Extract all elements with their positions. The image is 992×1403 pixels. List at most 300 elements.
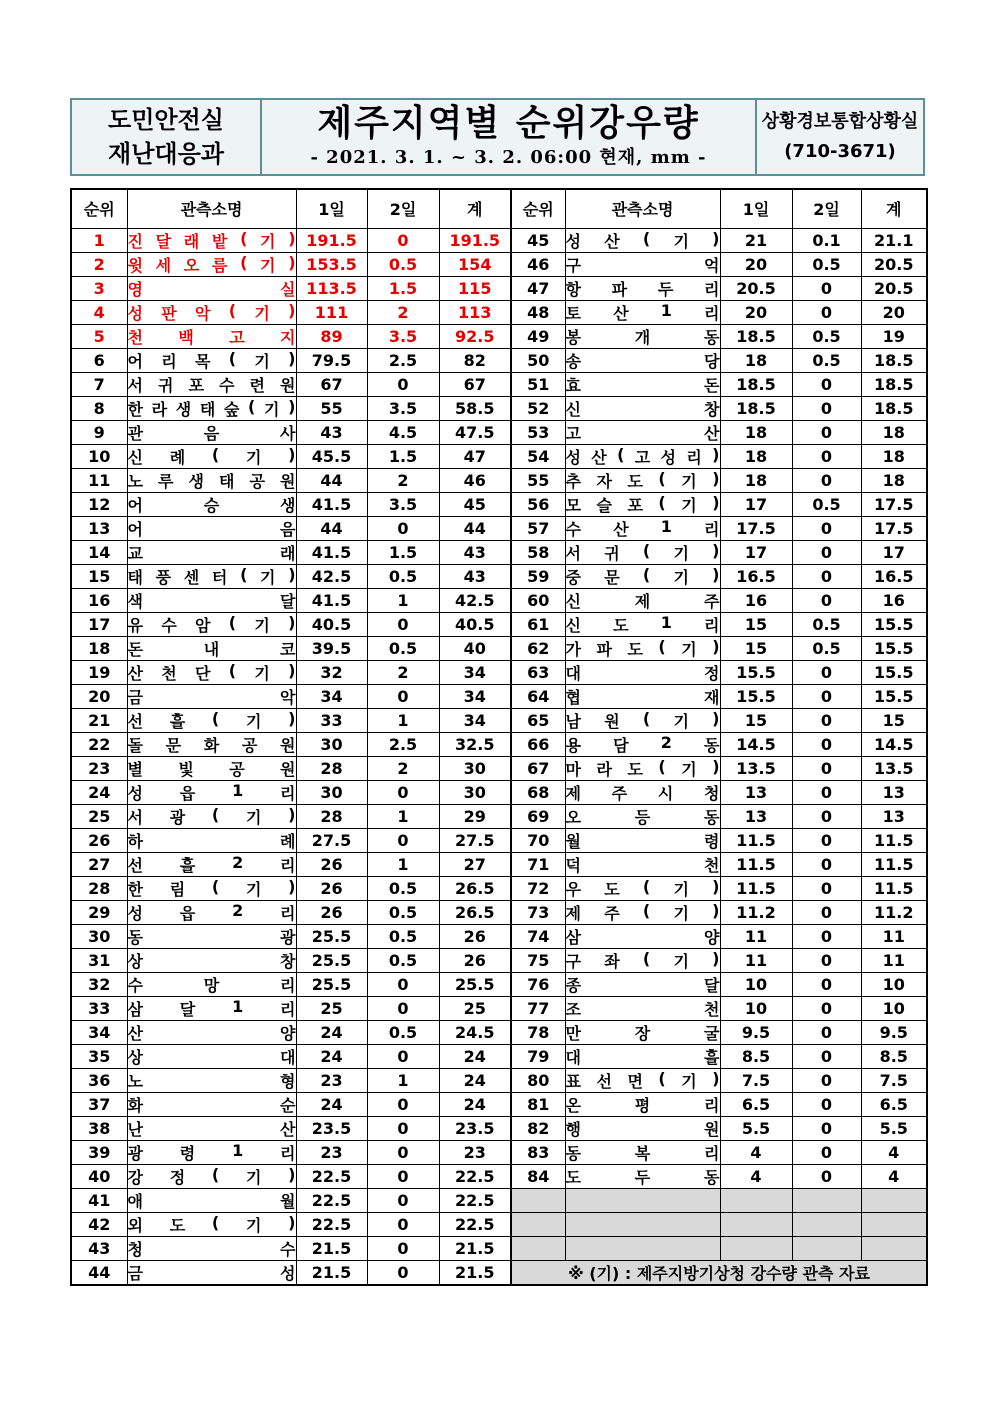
station-name: 유 수 암 ( 기 ) — [127, 612, 296, 635]
day1-cell: 20 — [720, 252, 792, 276]
station-cell — [127, 1236, 296, 1260]
total-cell: 82 — [439, 348, 511, 372]
rank-cell: 36 — [71, 1068, 127, 1092]
table-row — [71, 516, 927, 540]
day1-cell: 25.5 — [296, 924, 367, 948]
total-cell: 18 — [861, 444, 927, 468]
day2-cell: 2 — [367, 660, 439, 684]
station-name: 천 백 고 지 — [127, 327, 296, 347]
day1-cell: 24 — [296, 1020, 367, 1044]
station-name: 색 달 — [127, 591, 296, 611]
day2-cell: 0 — [367, 612, 439, 636]
day1-cell: 22.5 — [296, 1212, 367, 1236]
table-row — [71, 852, 927, 876]
day2-cell: 0 — [792, 276, 861, 300]
rank-cell: 24 — [71, 780, 127, 804]
rank-cell: 22 — [71, 732, 127, 756]
day1-cell: 30 — [296, 732, 367, 756]
col-total: 계 — [439, 189, 511, 228]
station-name: 광 령 1 리 — [127, 1140, 296, 1163]
rank-cell: 7 — [71, 372, 127, 396]
station-name: 마 라 도 ( 기 ) — [565, 756, 720, 779]
station-cell — [565, 468, 720, 492]
department-line2: 재난대응과 — [108, 140, 224, 168]
rank-cell: 63 — [511, 660, 565, 684]
day2-cell: 0.5 — [792, 324, 861, 348]
day2-cell: 0 — [792, 1092, 861, 1116]
total-cell: 7.5 — [861, 1068, 927, 1092]
total-cell: 11.2 — [861, 900, 927, 924]
day1-cell: 18 — [720, 420, 792, 444]
total-cell: 44 — [439, 516, 511, 540]
rank-cell: 6 — [71, 348, 127, 372]
total-cell: 15.5 — [861, 684, 927, 708]
rank-cell: 48 — [511, 300, 565, 324]
day2-cell: 1.5 — [367, 276, 439, 300]
day2-cell: 0 — [792, 564, 861, 588]
day2-cell: 1 — [367, 804, 439, 828]
day2-cell: 0 — [792, 828, 861, 852]
day2-cell: 0 — [367, 972, 439, 996]
station-cell — [127, 1212, 296, 1236]
total-cell: 42.5 — [439, 588, 511, 612]
total-cell: 24 — [439, 1092, 511, 1116]
day2-cell: 0 — [792, 804, 861, 828]
station-cell — [565, 1116, 720, 1140]
station-cell — [127, 1092, 296, 1116]
station-name: 별 빛 공 원 — [127, 759, 296, 779]
total-cell: 6.5 — [861, 1092, 927, 1116]
day1-cell: 26 — [296, 876, 367, 900]
rank-cell: 13 — [71, 516, 127, 540]
day1-cell: 26 — [296, 900, 367, 924]
total-cell: 15.5 — [861, 636, 927, 660]
station-cell — [127, 900, 296, 924]
table-header-row — [71, 189, 927, 228]
day1-cell: 11 — [720, 948, 792, 972]
rank-cell: 50 — [511, 348, 565, 372]
station-cell — [127, 996, 296, 1020]
station-cell — [127, 636, 296, 660]
station-name: 대 정 — [565, 663, 720, 683]
day2-cell: 0.1 — [792, 228, 861, 252]
rank-cell: 81 — [511, 1092, 565, 1116]
day2-cell: 0 — [792, 372, 861, 396]
station-name: 중 문 ( 기 ) — [565, 564, 720, 587]
col-station: 관측소명 — [127, 189, 296, 228]
station-name: 선 흘 2 리 — [127, 852, 296, 875]
station-cell — [565, 732, 720, 756]
station-cell — [565, 924, 720, 948]
station-cell — [565, 348, 720, 372]
day2-cell: 0.5 — [367, 564, 439, 588]
rank-cell: 58 — [511, 540, 565, 564]
day2-cell: 0 — [792, 300, 861, 324]
total-cell: 67 — [439, 372, 511, 396]
rank-cell: 14 — [71, 540, 127, 564]
rank-cell: 66 — [511, 732, 565, 756]
rank-cell: 15 — [71, 564, 127, 588]
station-cell — [127, 828, 296, 852]
rank-cell: 38 — [71, 1116, 127, 1140]
station-name: 항 파 두 리 — [565, 279, 720, 299]
rank-cell: 83 — [511, 1140, 565, 1164]
day1-cell: 25 — [296, 996, 367, 1020]
day1-cell: 15 — [720, 612, 792, 636]
empty-cell — [792, 1236, 861, 1260]
total-cell: 47 — [439, 444, 511, 468]
station-name: 추 자 도 ( 기 ) — [565, 468, 720, 491]
day2-cell: 0.5 — [792, 636, 861, 660]
station-cell — [565, 1092, 720, 1116]
station-name: 구 억 — [565, 255, 720, 275]
station-name: 온 평 리 — [565, 1095, 720, 1115]
rank-cell: 51 — [511, 372, 565, 396]
station-name: 제 주 시 청 — [565, 783, 720, 803]
day2-cell: 0 — [792, 756, 861, 780]
station-cell — [565, 1140, 720, 1164]
day2-cell: 0 — [792, 540, 861, 564]
day2-cell: 0 — [367, 1164, 439, 1188]
day2-cell: 0 — [792, 948, 861, 972]
day1-cell: 21.5 — [296, 1260, 367, 1285]
station-cell — [565, 876, 720, 900]
day2-cell: 0 — [792, 1020, 861, 1044]
total-cell: 22.5 — [439, 1212, 511, 1236]
station-cell — [565, 228, 720, 252]
station-cell — [127, 1020, 296, 1044]
table-row — [71, 444, 927, 468]
day1-cell: 13 — [720, 804, 792, 828]
rank-cell: 47 — [511, 276, 565, 300]
day1-cell: 20.5 — [720, 276, 792, 300]
total-cell: 22.5 — [439, 1188, 511, 1212]
day2-cell: 0 — [367, 828, 439, 852]
rank-cell: 69 — [511, 804, 565, 828]
day1-cell: 6.5 — [720, 1092, 792, 1116]
col-rank: 순위 — [71, 189, 127, 228]
total-cell: 13 — [861, 804, 927, 828]
day1-cell: 191.5 — [296, 228, 367, 252]
total-cell: 20.5 — [861, 252, 927, 276]
table-row — [71, 1188, 927, 1212]
station-cell — [565, 948, 720, 972]
empty-cell — [861, 1236, 927, 1260]
station-cell — [127, 276, 296, 300]
empty-cell — [720, 1188, 792, 1212]
station-name: 성 판 악 ( 기 ) — [127, 300, 296, 323]
station-name: 금 성 — [127, 1263, 296, 1283]
table-row — [71, 1092, 927, 1116]
total-cell: 32.5 — [439, 732, 511, 756]
table-row — [71, 1236, 927, 1260]
total-cell: 20.5 — [861, 276, 927, 300]
rank-cell: 10 — [71, 444, 127, 468]
station-name: 우 도 ( 기 ) — [565, 876, 720, 899]
station-cell — [565, 540, 720, 564]
day1-cell: 41.5 — [296, 492, 367, 516]
day2-cell: 0.5 — [367, 948, 439, 972]
rank-cell: 3 — [71, 276, 127, 300]
station-name: 돌 문 화 공 원 — [127, 735, 296, 755]
rank-cell: 44 — [71, 1260, 127, 1285]
day2-cell: 0.5 — [367, 252, 439, 276]
station-name: 행 원 — [565, 1119, 720, 1139]
day1-cell: 18 — [720, 468, 792, 492]
total-cell: 18 — [861, 420, 927, 444]
day2-cell: 0.5 — [367, 924, 439, 948]
day1-cell: 25.5 — [296, 948, 367, 972]
rank-cell: 59 — [511, 564, 565, 588]
station-cell — [127, 300, 296, 324]
station-name: 외 도 ( 기 ) — [127, 1212, 296, 1235]
total-cell: 30 — [439, 756, 511, 780]
rank-cell: 2 — [71, 252, 127, 276]
station-name: 어 승 생 — [127, 495, 296, 515]
table-row — [71, 756, 927, 780]
station-name: 상 창 — [127, 951, 296, 971]
total-cell: 26 — [439, 948, 511, 972]
day1-cell: 39.5 — [296, 636, 367, 660]
station-name: 윗 세 오 름 ( 기 ) — [127, 252, 296, 275]
day2-cell: 1 — [367, 852, 439, 876]
station-name: 성 읍 1 리 — [127, 780, 296, 803]
station-name: 금 악 — [127, 687, 296, 707]
total-cell: 11.5 — [861, 876, 927, 900]
day1-cell: 18.5 — [720, 396, 792, 420]
rank-cell: 56 — [511, 492, 565, 516]
station-cell — [127, 1140, 296, 1164]
station-cell — [127, 684, 296, 708]
total-cell: 14.5 — [861, 732, 927, 756]
total-cell: 22.5 — [439, 1164, 511, 1188]
rank-cell: 62 — [511, 636, 565, 660]
station-cell — [565, 996, 720, 1020]
total-cell: 9.5 — [861, 1020, 927, 1044]
rank-cell: 54 — [511, 444, 565, 468]
table-row — [71, 276, 927, 300]
day2-cell: 0.5 — [792, 252, 861, 276]
total-cell: 18.5 — [861, 372, 927, 396]
total-cell: 45 — [439, 492, 511, 516]
day2-cell: 0 — [792, 660, 861, 684]
station-name: 성 산 ( 고 성 리 ) — [565, 444, 720, 467]
station-name: 하 례 — [127, 831, 296, 851]
station-cell — [565, 1020, 720, 1044]
rank-cell: 64 — [511, 684, 565, 708]
station-cell — [565, 708, 720, 732]
total-cell: 25.5 — [439, 972, 511, 996]
station-cell — [565, 684, 720, 708]
day1-cell: 44 — [296, 468, 367, 492]
rank-cell: 39 — [71, 1140, 127, 1164]
day1-cell: 11.5 — [720, 828, 792, 852]
total-cell: 40 — [439, 636, 511, 660]
total-cell: 92.5 — [439, 324, 511, 348]
empty-cell — [720, 1212, 792, 1236]
day1-cell: 16.5 — [720, 564, 792, 588]
rank-cell: 67 — [511, 756, 565, 780]
day2-cell: 0 — [367, 516, 439, 540]
total-cell: 27 — [439, 852, 511, 876]
day1-cell: 8.5 — [720, 1044, 792, 1068]
total-cell: 46 — [439, 468, 511, 492]
station-name: 애 월 — [127, 1191, 296, 1211]
title-block — [262, 100, 755, 174]
day2-cell: 0 — [367, 1236, 439, 1260]
table-row — [71, 1116, 927, 1140]
empty-cell — [861, 1188, 927, 1212]
empty-cell — [792, 1188, 861, 1212]
table-row — [71, 996, 927, 1020]
day2-cell: 1.5 — [367, 444, 439, 468]
station-name: 삼 달 1 리 — [127, 996, 296, 1019]
station-name: 동 복 리 — [565, 1143, 720, 1163]
rank-cell: 21 — [71, 708, 127, 732]
day1-cell: 28 — [296, 804, 367, 828]
total-cell: 10 — [861, 996, 927, 1020]
day1-cell: 41.5 — [296, 588, 367, 612]
station-name: 산 양 — [127, 1023, 296, 1043]
day1-cell: 18.5 — [720, 324, 792, 348]
station-cell — [565, 372, 720, 396]
station-name: 수 망 리 — [127, 975, 296, 995]
total-cell: 113 — [439, 300, 511, 324]
day2-cell: 0 — [792, 732, 861, 756]
contact-block — [755, 100, 923, 174]
empty-cell — [565, 1212, 720, 1236]
station-cell — [127, 756, 296, 780]
total-cell: 25 — [439, 996, 511, 1020]
station-cell — [127, 516, 296, 540]
day2-cell: 0 — [792, 1140, 861, 1164]
empty-cell — [565, 1188, 720, 1212]
table-row — [71, 1164, 927, 1188]
day2-cell: 0.5 — [367, 900, 439, 924]
total-cell: 154 — [439, 252, 511, 276]
day1-cell: 22.5 — [296, 1164, 367, 1188]
day2-cell: 0 — [792, 996, 861, 1020]
day1-cell: 111 — [296, 300, 367, 324]
rank-cell: 72 — [511, 876, 565, 900]
station-name: 교 래 — [127, 543, 296, 563]
rank-cell: 25 — [71, 804, 127, 828]
day2-cell: 1 — [367, 1068, 439, 1092]
total-cell: 27.5 — [439, 828, 511, 852]
day2-cell: 0 — [792, 1068, 861, 1092]
day2-cell: 0 — [367, 1092, 439, 1116]
day1-cell: 7.5 — [720, 1068, 792, 1092]
station-name: 신 창 — [565, 399, 720, 419]
rank-cell: 74 — [511, 924, 565, 948]
day2-cell: 0 — [367, 228, 439, 252]
table-row — [71, 324, 927, 348]
rank-cell: 79 — [511, 1044, 565, 1068]
day2-cell: 0 — [792, 444, 861, 468]
rank-cell: 53 — [511, 420, 565, 444]
rank-cell: 5 — [71, 324, 127, 348]
station-cell — [127, 348, 296, 372]
station-name: 어 리 목 ( 기 ) — [127, 348, 296, 371]
station-cell — [565, 276, 720, 300]
total-cell: 18 — [861, 468, 927, 492]
rank-cell: 55 — [511, 468, 565, 492]
day1-cell: 10 — [720, 996, 792, 1020]
station-cell — [127, 732, 296, 756]
rank-cell: 26 — [71, 828, 127, 852]
day2-cell: 0 — [792, 708, 861, 732]
day2-cell: 2.5 — [367, 348, 439, 372]
department-line1: 도민안전실 — [108, 106, 224, 134]
day1-cell: 24 — [296, 1044, 367, 1068]
table-row — [71, 708, 927, 732]
day1-cell: 26 — [296, 852, 367, 876]
station-cell — [127, 588, 296, 612]
table-row — [71, 732, 927, 756]
station-name: 신 도 1 리 — [565, 612, 720, 635]
station-cell — [565, 396, 720, 420]
total-cell: 10 — [861, 972, 927, 996]
total-cell: 115 — [439, 276, 511, 300]
station-name: 동 광 — [127, 927, 296, 947]
station-cell — [565, 300, 720, 324]
day1-cell: 17.5 — [720, 516, 792, 540]
day2-cell: 0.5 — [792, 612, 861, 636]
station-name: 제 주 ( 기 ) — [565, 900, 720, 923]
station-cell — [565, 324, 720, 348]
total-cell: 17.5 — [861, 492, 927, 516]
station-name: 산 천 단 ( 기 ) — [127, 660, 296, 683]
station-name: 효 돈 — [565, 375, 720, 395]
day1-cell: 27.5 — [296, 828, 367, 852]
station-name: 노 루 생 태 공 원 — [127, 471, 296, 491]
day2-cell: 0 — [792, 876, 861, 900]
day1-cell: 20 — [720, 300, 792, 324]
rank-cell: 40 — [71, 1164, 127, 1188]
day1-cell: 17 — [720, 492, 792, 516]
day2-cell: 2 — [367, 468, 439, 492]
rank-cell: 4 — [71, 300, 127, 324]
day2-cell: 0 — [367, 1260, 439, 1285]
day1-cell: 45.5 — [296, 444, 367, 468]
day1-cell: 25.5 — [296, 972, 367, 996]
total-cell: 26.5 — [439, 876, 511, 900]
total-cell: 16 — [861, 588, 927, 612]
total-cell: 21.5 — [439, 1260, 511, 1285]
day2-cell: 0 — [367, 1116, 439, 1140]
day1-cell: 23.5 — [296, 1116, 367, 1140]
empty-cell — [720, 1236, 792, 1260]
station-cell — [127, 1188, 296, 1212]
table-row — [71, 780, 927, 804]
table-row — [71, 1212, 927, 1236]
total-cell: 17.5 — [861, 516, 927, 540]
col-day2: 2일 — [792, 189, 861, 228]
empty-cell — [511, 1236, 565, 1260]
contact-office: 상황경보통합상황실 — [761, 111, 919, 132]
header-box — [70, 98, 925, 176]
rank-cell: 16 — [71, 588, 127, 612]
total-cell: 24 — [439, 1044, 511, 1068]
station-cell — [127, 1164, 296, 1188]
rank-cell: 31 — [71, 948, 127, 972]
station-cell — [127, 780, 296, 804]
total-cell: 8.5 — [861, 1044, 927, 1068]
day1-cell: 34 — [296, 684, 367, 708]
station-name: 신 제 주 — [565, 591, 720, 611]
total-cell: 47.5 — [439, 420, 511, 444]
day2-cell: 0.5 — [792, 492, 861, 516]
